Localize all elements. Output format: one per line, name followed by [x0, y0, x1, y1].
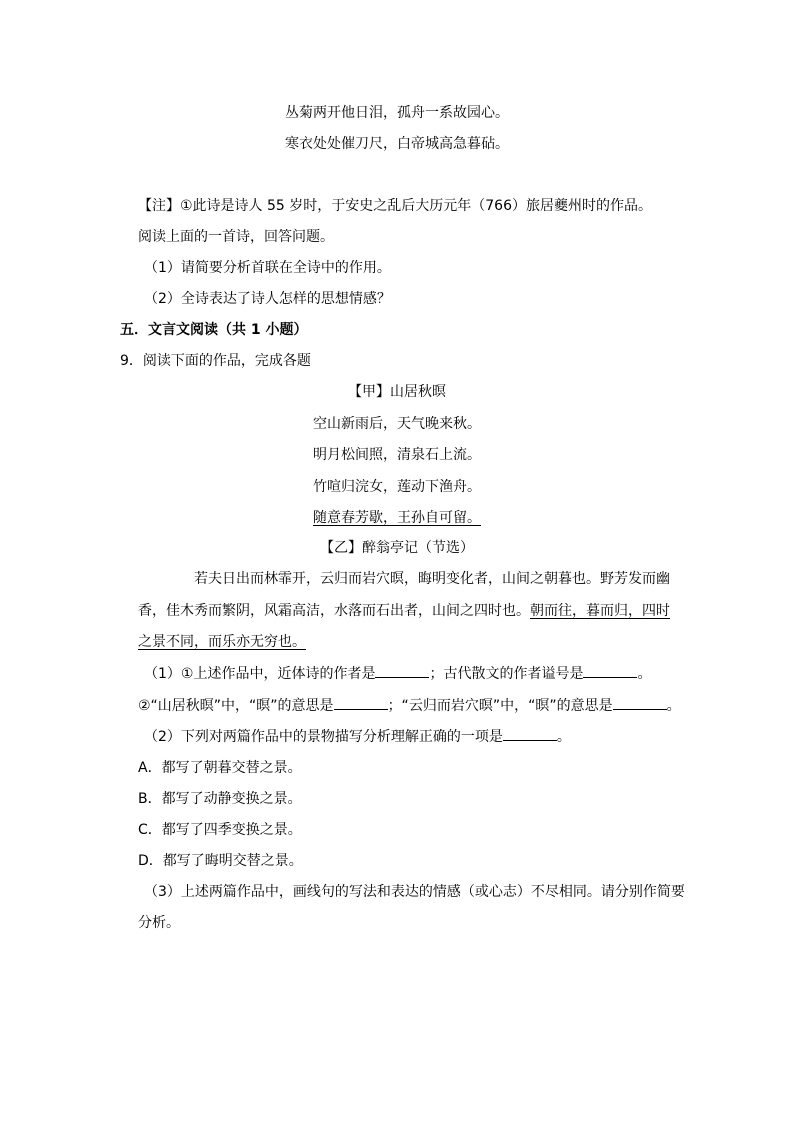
poem-line: 寒衣处处催刀尺，白帝城高急暮砧。	[285, 136, 509, 152]
question-text: （2）下列对两篇作品中的景物描写分析理解正确的一项是	[144, 729, 503, 745]
question-9-1b	[138, 695, 681, 716]
answer-blank[interactable]	[375, 663, 429, 678]
annotation-note: 【注】①此诗是诗人 55 岁时，于安史之乱后大历元年（766）旅居夔州时的作品。	[138, 198, 652, 214]
option-a[interactable]: A．都写了朝暮交替之景。	[138, 760, 302, 776]
poem-line: 明月松间照，清泉石上流。	[313, 447, 481, 463]
answer-blank[interactable]	[583, 663, 637, 678]
answer-blank[interactable]	[503, 726, 557, 741]
prose-line	[138, 632, 306, 652]
answer-blank[interactable]	[613, 695, 667, 710]
option-d[interactable]: D．都写了晦明交替之景。	[138, 853, 303, 869]
question-text: 。	[556, 729, 571, 745]
question-9-stem: 9．阅读下面的作品，完成各题	[120, 353, 311, 369]
question-text: （1）①上述作品中，近体诗的作者是	[144, 666, 376, 682]
prose-line	[138, 601, 670, 621]
question-8-2: （2）全诗表达了诗人怎样的思想情感？	[144, 291, 391, 307]
poem-title-jia: 【甲】山居秋暝	[348, 384, 446, 400]
option-c[interactable]: C．都写了四季变换之景。	[138, 822, 302, 838]
underlined-sentence: 随意春芳歇，王孙自可留。	[313, 510, 481, 526]
question-text: 。	[637, 666, 652, 682]
option-b[interactable]: B．都写了动静变换之景。	[138, 791, 302, 807]
prose-title-yi: 【乙】醉翁亭记（节选）	[320, 540, 474, 556]
instruction-text: 阅读上面的一首诗，回答问题。	[138, 229, 334, 245]
question-8-1: （1）请简要分析首联在全诗中的作用。	[144, 260, 391, 276]
poem-line-underlined	[0, 508, 794, 528]
underlined-sentence: 之景不同，而乐亦无穷也。	[138, 634, 306, 650]
question-9-3: （3）上述两篇作品中，画线句的写法和表达的情感（或心志）不尽相同。请分别作简要	[144, 884, 685, 900]
poem-line: 丛菊两开他日泪，孤舟一系故园心。	[285, 105, 509, 121]
prose-line: 若夫日出而林霏开，云归而岩穴暝，晦明变化者，山间之朝暮也。野芳发而幽	[194, 571, 670, 587]
section-heading: 五．文言文阅读（共 1 小题）	[120, 322, 308, 338]
question-9-2	[144, 726, 571, 747]
question-9-3-cont: 分析。	[138, 915, 180, 931]
question-text: ；古代散文的作者谥号是	[429, 666, 584, 682]
question-9-1a	[144, 663, 651, 684]
question-text: ②“山居秋暝”中，“暝”的意思是	[138, 698, 334, 714]
question-text: ；“云归而岩穴暝”中，“暝”的意思是	[387, 698, 613, 714]
answer-blank[interactable]	[334, 695, 388, 710]
poem-line: 空山新雨后，天气晚来秋。	[313, 416, 481, 432]
underlined-sentence: 朝而往，暮而归，四时	[530, 603, 670, 619]
question-text: 。	[666, 698, 681, 714]
prose-text: 香，佳木秀而繁阴，风霜高洁，水落而石出者，山间之四时也。	[138, 603, 530, 619]
poem-line: 竹喧归浣女，莲动下渔舟。	[313, 479, 481, 495]
